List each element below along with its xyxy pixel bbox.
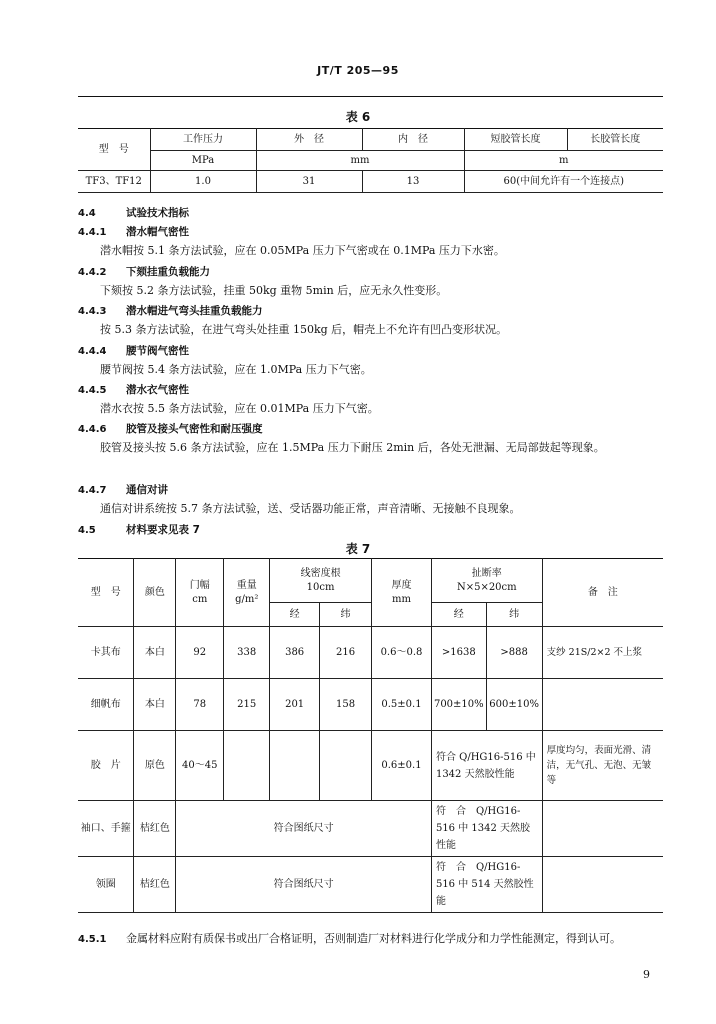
t7-cell-model: 领圈 (78, 857, 134, 913)
t7-header-strength-warp: 经 (431, 603, 486, 627)
t7-cell-color: 桔红色 (134, 857, 176, 913)
t6-unit-m: m (464, 151, 663, 171)
t6-header-short: 短胶管长度 (464, 129, 567, 151)
t7-cell-requirement: 符 合 Q/HG16-516 中 514 天然胶性能 (431, 857, 542, 913)
table-6 (78, 128, 663, 193)
section-heading: 4.4.2 下颏挂重负载能力 (78, 266, 210, 278)
t7-cell-model: 卡其布 (78, 627, 134, 679)
section-body: 潜水衣按 5.5 条方法试验，应在 0.01MPa 压力下气密。 (100, 402, 379, 415)
t7-cell-model: 袖口、手箍 (78, 801, 134, 857)
table-7 (78, 558, 663, 913)
t7-cell-requirement: 符 合 Q/HG16-516 中 1342 天然胶性能 (431, 801, 542, 857)
t7-cell-note (542, 801, 663, 857)
t7-cell-note: 支纱 21S/2×2 不上浆 (542, 627, 663, 679)
t7-cell-model: 胶 片 (78, 731, 134, 801)
t7-cell-weight: 338 (224, 627, 270, 679)
t7-cell-weft (320, 731, 372, 801)
t7-cell-color: 本白 (134, 627, 176, 679)
standard-number-header: JT/T 205—95 (317, 64, 399, 77)
section-heading: 4.4 试验技术指标 (78, 207, 189, 219)
t7-cell-color: 原色 (134, 731, 176, 801)
t6-unit-pressure: MPa (150, 151, 256, 171)
t7-cell-weft: 216 (320, 627, 372, 679)
t7-header-weight: 重量 g/m² (224, 559, 270, 627)
t7-header-density-warp: 经 (270, 603, 320, 627)
table-7-caption: 表 7 (345, 542, 371, 556)
section-body: 胶管及接头按 5.6 条方法试验，应在 1.5MPa 压力下耐压 2min 后，各处无泄漏、无局部鼓起等现象。 (100, 441, 605, 454)
t6-cell-pressure: 1.0 (150, 171, 256, 193)
page-number: 9 (643, 968, 650, 981)
t7-header-thickness: 厚度 mm (372, 559, 432, 627)
section-body: 下颏按 5.2 条方法试验，挂重 50kg 重物 5min 后，应无永久性变形。 (100, 284, 448, 297)
t7-cell-thickness: 0.5±0.1 (372, 679, 432, 731)
footer-clause: 4.5.1 金属材料应附有质保书或出厂合格证明，否则制造厂对材料进行化学成分和力学性能测定，得到认可。 (78, 932, 621, 945)
t7-cell-width: 92 (176, 627, 224, 679)
t6-cell-model: TF3、TF12 (78, 171, 150, 193)
t6-header-inner: 内 径 (362, 129, 464, 151)
t6-cell-outer: 31 (256, 171, 362, 193)
t7-cell-note (542, 857, 663, 913)
t7-header-color: 颜色 (134, 559, 176, 627)
table-6-caption: 表 6 (345, 110, 371, 124)
header-rule (78, 96, 663, 97)
t7-cell-thickness: 0.6±0.1 (372, 731, 432, 801)
t7-cell-note (542, 679, 663, 731)
t6-header-outer: 外 径 (256, 129, 362, 151)
t6-cell-length: 60(中间允许有一个连接点) (464, 171, 663, 193)
section-heading: 4.4.5 潜水衣气密性 (78, 384, 189, 396)
t7-cell-width: 40～45 (176, 731, 224, 801)
t7-cell-weight (224, 731, 270, 801)
t7-cell-thickness: 0.6～0.8 (372, 627, 432, 679)
section-body: 通信对讲系统按 5.7 条方法试验，送、受话器功能正常，声音清晰、无接触不良现象。 (100, 502, 521, 515)
section-heading: 4.4.3 潜水帽进气弯头挂重负载能力 (78, 305, 263, 317)
t7-header-note: 备 注 (542, 559, 663, 627)
t7-header-strength-weft: 纬 (486, 603, 542, 627)
t7-header-density: 线密度根 10cm (270, 559, 372, 603)
t6-header-long: 长胶管长度 (567, 129, 663, 151)
t7-header-model: 型 号 (78, 559, 134, 627)
t6-unit-mm: mm (256, 151, 464, 171)
t7-cell-strength-weft: 600±10% (486, 679, 542, 731)
t7-cell-strength-warp: 700±10% (431, 679, 486, 731)
section-heading: 4.4.7 通信对讲 (78, 484, 168, 496)
t7-cell-warp: 386 (270, 627, 320, 679)
t7-header-density-weft: 纬 (320, 603, 372, 627)
section-body: 按 5.3 条方法试验，在进气弯头处挂重 150kg 后，帽壳上不允许有凹凸变形状况。 (100, 323, 508, 336)
t6-header-pressure: 工作压力 (150, 129, 256, 151)
section-body: 腰节阀按 5.4 条方法试验，应在 1.0MPa 压力下气密。 (100, 363, 372, 376)
t7-cell-strength-weft: >888 (486, 627, 542, 679)
t7-cell-span: 符合图纸尺寸 (176, 801, 432, 857)
section-heading: 4.5 材料要求见表 7 (78, 524, 200, 536)
t7-cell-color: 桔红色 (134, 801, 176, 857)
t7-cell-warp: 201 (270, 679, 320, 731)
t7-header-width: 门幅 cm (176, 559, 224, 627)
t7-cell-strength-warp: >1638 (431, 627, 486, 679)
t6-cell-inner: 13 (362, 171, 464, 193)
t7-cell-warp (270, 731, 320, 801)
section-heading: 4.4.1 潜水帽气密性 (78, 226, 189, 238)
t6-header-model: 型 号 (78, 129, 150, 171)
t7-cell-weight: 215 (224, 679, 270, 731)
t7-cell-width: 78 (176, 679, 224, 731)
section-heading: 4.4.6 胶管及接头气密性和耐压强度 (78, 423, 263, 435)
t7-cell-note: 厚度均匀，表面光滑、清洁，无气孔、无泡、无皱等 (542, 731, 663, 801)
t7-cell-color: 本白 (134, 679, 176, 731)
t7-cell-weft: 158 (320, 679, 372, 731)
t7-cell-requirement: 符合 Q/HG16-516 中 1342 天然胶性能 (431, 731, 542, 801)
section-heading: 4.4.4 腰节阀气密性 (78, 345, 189, 357)
section-body: 潜水帽按 5.1 条方法试验，应在 0.05MPa 压力下气密或在 0.1MPa 压力下水密。 (100, 244, 505, 257)
t7-header-strength: 扯断率 N×5×20cm (431, 559, 542, 603)
t7-cell-span: 符合图纸尺寸 (176, 857, 432, 913)
t7-cell-model: 细帆布 (78, 679, 134, 731)
